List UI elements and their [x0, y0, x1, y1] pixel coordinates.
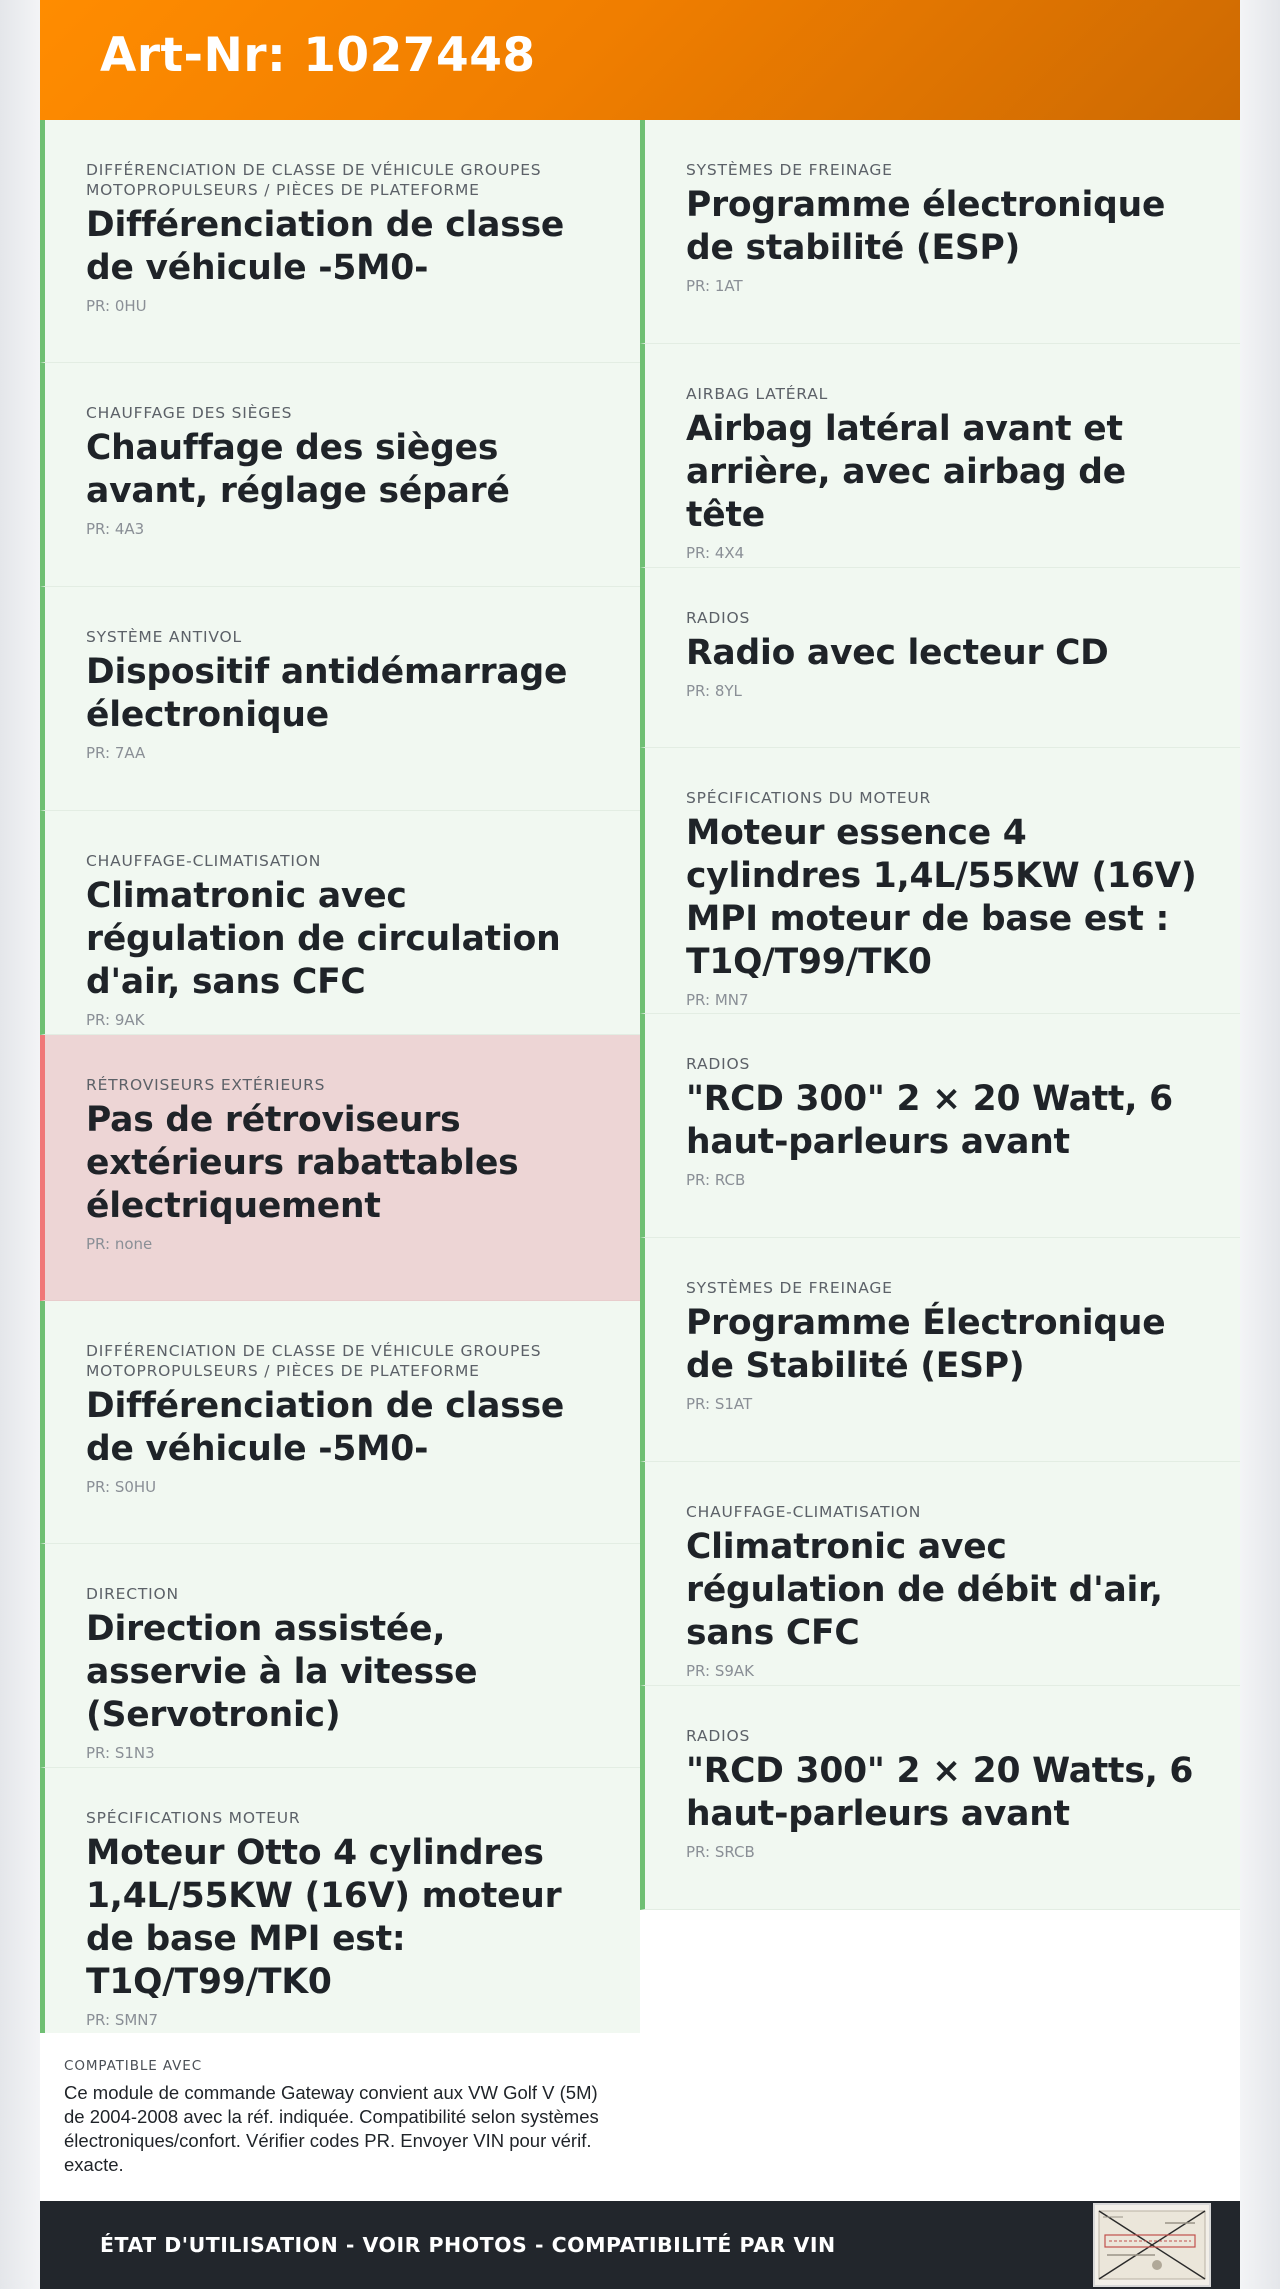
feature-title: Climatronic avec régulation de débit d'air, sans CFC	[686, 1527, 1163, 1653]
part-label-photo-icon[interactable]	[1093, 2203, 1211, 2287]
feature-title: Climatronic avec régulation de circulation d'air, sans CFC	[86, 876, 561, 1002]
feature-category: RADIOS	[686, 1055, 751, 1073]
feature-card	[40, 587, 640, 811]
right-feature-column	[640, 120, 1240, 1910]
pr-code: PR: SMN7	[86, 2011, 159, 2029]
feature-card	[640, 568, 1240, 748]
pr-code: PR: RCB	[686, 1171, 746, 1189]
pr-code: PR: S1N3	[86, 1744, 155, 1762]
feature-category: RÉTROVISEURS EXTÉRIEURS	[86, 1076, 326, 1094]
feature-card	[640, 748, 1240, 1014]
feature-card	[640, 1014, 1240, 1238]
feature-title: Direction assistée, asservie à la vitesse (Servotronic)	[86, 1609, 478, 1735]
feature-card	[640, 1238, 1240, 1462]
feature-category: DIFFÉRENCIATION DE CLASSE DE VÉHICULE GROUPES MOTOPROPULSEURS / PIÈCES DE PLATEFORME	[86, 1342, 542, 1380]
feature-category: RADIOS	[686, 1727, 751, 1745]
feature-card	[40, 120, 640, 363]
feature-title: "RCD 300" 2 × 20 Watts, 6 haut-parleurs avant	[686, 1751, 1194, 1834]
feature-title: Chauffage des sièges avant, réglage séparé	[86, 428, 510, 511]
feature-card-missing	[40, 1035, 640, 1301]
footer-text: ÉTAT D'UTILISATION - VOIR PHOTOS - COMPATIBILITÉ PAR VIN	[100, 2233, 836, 2257]
part-label-photo-graphic	[1095, 2205, 1209, 2285]
feature-title: Pas de rétroviseurs extérieurs rabattables électriquement	[86, 1100, 519, 1226]
pr-code: PR: 0HU	[86, 297, 147, 315]
compatibility-section	[40, 2033, 640, 2201]
feature-category: CHAUFFAGE DES SIÈGES	[86, 404, 293, 422]
feature-category: SPÉCIFICATIONS MOTEUR	[86, 1809, 301, 1827]
feature-category: SYSTÈME ANTIVOL	[86, 628, 242, 646]
pr-code: PR: MN7	[686, 991, 749, 1009]
pr-code: PR: S0HU	[86, 1478, 157, 1496]
feature-category: CHAUFFAGE-CLIMATISATION	[86, 852, 322, 870]
compatibility-heading: COMPATIBLE AVEC	[64, 2058, 203, 2074]
feature-card	[40, 363, 640, 587]
compatibility-text: Ce module de commande Gateway convient aux VW Golf V (5M) de 2004-2008 avec la réf. indiquée. Compatibilité selon systèmes électroniques/confort. Vérifier codes PR. Envoyer VIN pour vérif. exacte.	[64, 2082, 599, 2175]
feature-category: DIRECTION	[86, 1585, 179, 1603]
feature-title: Moteur Otto 4 cylindres 1,4L/55KW (16V) moteur de base MPI est: T1Q/T99/TK0	[86, 1833, 562, 2002]
feature-title: Programme Électronique de Stabilité (ESP)	[686, 1303, 1166, 1386]
feature-category: SYSTÈMES DE FREINAGE	[686, 1279, 893, 1297]
pr-code: PR: 4A3	[86, 520, 145, 538]
feature-title: Moteur essence 4 cylindres 1,4L/55KW (16V) MPI moteur de base est : T1Q/T99/TK0	[686, 813, 1197, 982]
left-feature-column	[40, 120, 640, 2037]
feature-category: AIRBAG LATÉRAL	[686, 385, 829, 403]
feature-title: Dispositif antidémarrage électronique	[86, 652, 568, 735]
feature-title: Différenciation de classe de véhicule -5M0-	[86, 1386, 565, 1469]
feature-category: DIFFÉRENCIATION DE CLASSE DE VÉHICULE GROUPES MOTOPROPULSEURS / PIÈCES DE PLATEFORME	[86, 161, 542, 199]
feature-category: CHAUFFAGE-CLIMATISATION	[686, 1503, 922, 1521]
feature-card	[40, 1301, 640, 1544]
feature-card	[640, 344, 1240, 568]
feature-card	[640, 1686, 1240, 1910]
feature-category: SYSTÈMES DE FREINAGE	[686, 161, 893, 179]
feature-category: RADIOS	[686, 609, 751, 627]
feature-title: Différenciation de classe de véhicule -5M0-	[86, 205, 565, 288]
feature-title: "RCD 300" 2 × 20 Watt, 6 haut-parleurs avant	[686, 1079, 1173, 1162]
pr-code: PR: 7AA	[86, 744, 146, 762]
feature-category: SPÉCIFICATIONS DU MOTEUR	[686, 789, 932, 807]
header-bar	[40, 0, 1240, 120]
feature-title: Airbag latéral avant et arrière, avec airbag de tête	[686, 409, 1126, 535]
feature-card	[40, 1544, 640, 1768]
feature-title: Radio avec lecteur CD	[686, 633, 1109, 673]
pr-code: PR: S1AT	[686, 1395, 753, 1413]
pr-code: PR: 1AT	[686, 277, 743, 295]
spec-sheet-page	[40, 0, 1240, 2289]
pr-code: PR: 9AK	[86, 1011, 145, 1029]
pr-code: PR: 8YL	[686, 682, 742, 700]
feature-card	[40, 811, 640, 1035]
pr-code: PR: 4X4	[686, 544, 745, 562]
pr-code: PR: S9AK	[686, 1662, 754, 1680]
feature-title: Programme électronique de stabilité (ESP)	[686, 185, 1166, 268]
page-title: Art-Nr: 1027448	[100, 28, 536, 83]
pr-code: PR: none	[86, 1235, 153, 1253]
footer-bar	[40, 2201, 1240, 2289]
pr-code: PR: SRCB	[686, 1843, 755, 1861]
feature-card	[640, 1462, 1240, 1686]
feature-card	[40, 1768, 640, 2037]
feature-card	[640, 120, 1240, 344]
